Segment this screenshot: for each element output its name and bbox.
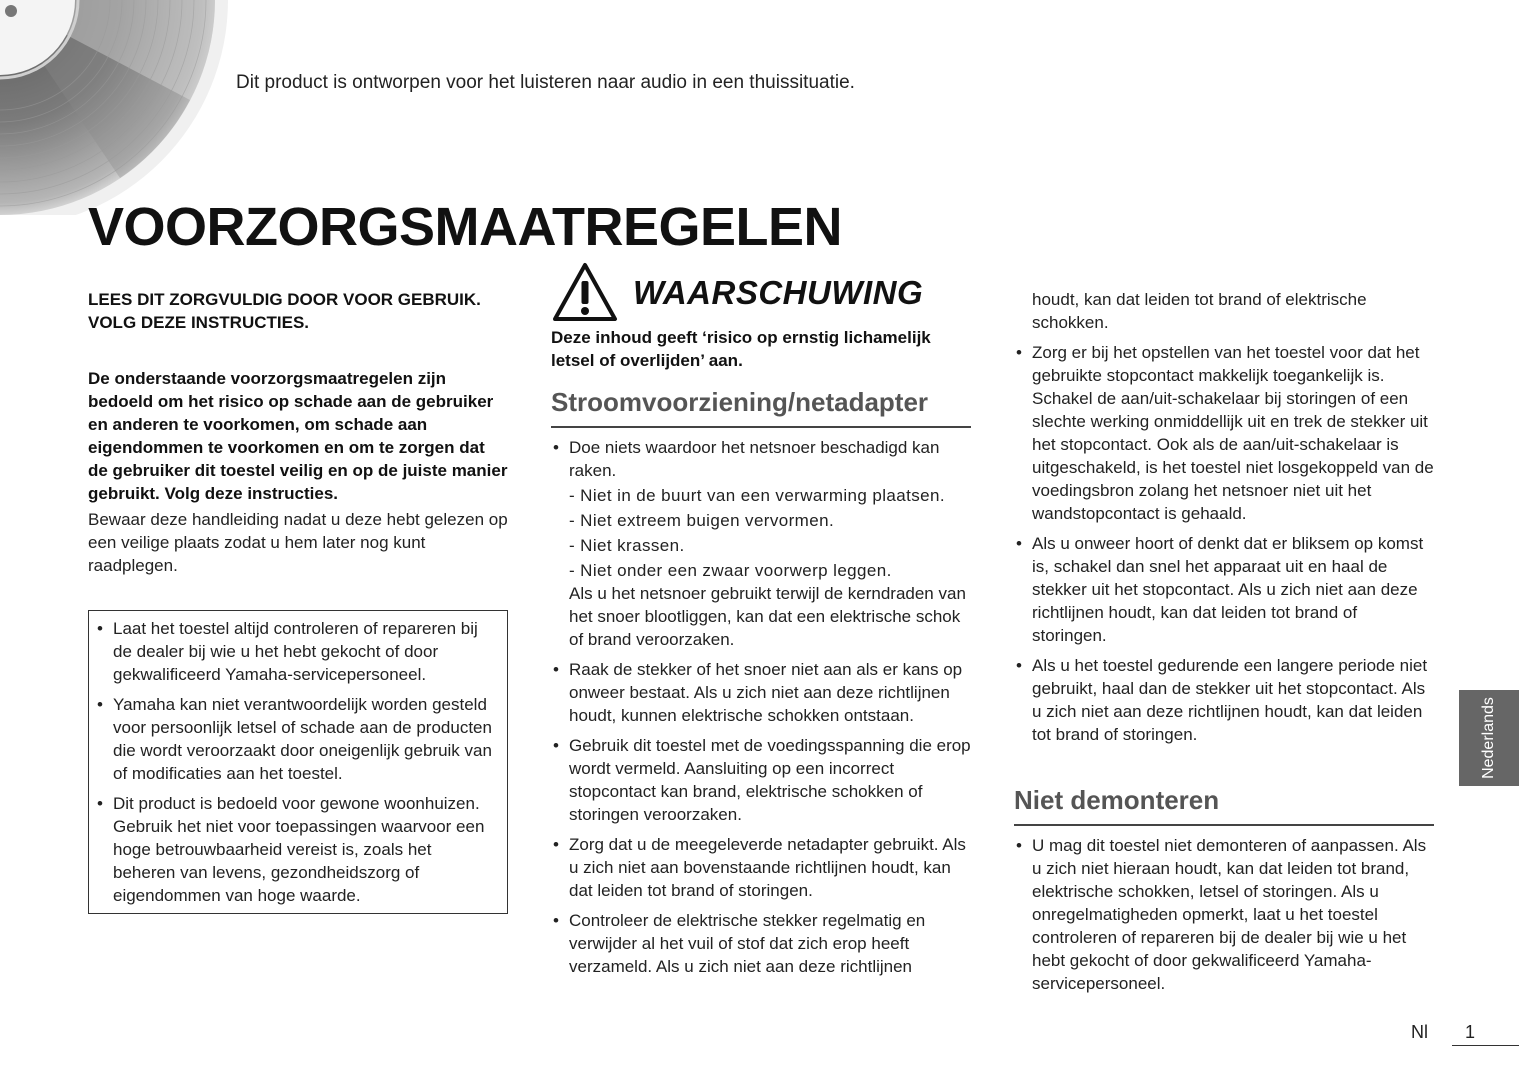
- list-item: • Controleer de elektrische stekker regelmatig en verwijder al het vuil of stof dat zich erop heeft verzameld. Als u zich niet aan deze richtlijnen: [551, 909, 971, 978]
- page-number: 1: [1465, 1022, 1476, 1042]
- list-item: • Zorg er bij het opstellen van het toestel voor dat het gebruikte stopcontact makkelijk toegankelijk is. Schakel de aan/uit-schakelaar bij storingen of een slechte werking onmiddellijk uit en trek de stekker uit het stopcontact. Ook als de aan/uit-schakelaar is uitgeschakeld, is het toestel niet losgekoppeld van de voedingsbron zolang het netsnoer niet uit het wandstopcontact is gehaald.: [1014, 341, 1434, 525]
- lead-instruction: LEES DIT ZORGVULDIG DOOR VOOR GEBRUIK. VOLG DEZE INSTRUCTIES.: [88, 290, 481, 332]
- column-middle: [551, 258, 971, 985]
- keep-manual-paragraph: Bewaar deze handleiding nadat u deze hebt gelezen op een veilige plaats zodat u hem later nog kunt raadplegen.: [88, 510, 508, 575]
- list-item: • Als u het toestel gedurende een langere periode niet gebruikt, haal dan de stekker uit het stopcontact. Als u zich niet aan deze richtlijnen houdt, kan dat leiden tot brand of storingen.: [1014, 654, 1434, 746]
- column-right: [1014, 288, 1434, 1002]
- section-title-disassembly: Niet demonteren: [1014, 784, 1434, 826]
- list-item: • Laat het toestel altijd controleren of repareren bij de dealer bij wie u het hebt gekocht of door gekwalificeerd Yamaha-servicepersoneel.: [95, 617, 497, 686]
- language-tab-label: Nederlands: [1480, 697, 1497, 779]
- sub-list: [569, 484, 971, 582]
- warning-header: [551, 258, 971, 326]
- power-list: [551, 436, 971, 978]
- intro-bold-paragraph: De onderstaande voorzorgsmaatregelen zijn bedoeld om het risico op schade aan de gebruiker en anderen te voorkomen, om schade aan eigendommen te voorkomen en om te zorgen dat de gebruiker dit toestel veilig en op de juiste manier gebruikt. Volg deze instructies.: [88, 369, 508, 503]
- sub-item: - Niet krassen.: [569, 536, 685, 555]
- footer-language-code: Nl: [1411, 1022, 1428, 1042]
- power-list-continued: [1014, 341, 1434, 746]
- notice-list: [95, 617, 497, 907]
- list-item: • Zorg dat u de meegeleverde netadapter gebruikt. Als u zich niet aan bovenstaande richtlijnen houdt, kan dat leiden tot brand of storingen.: [551, 833, 971, 902]
- sub-item: - Niet in de buurt van een verwarming plaatsen.: [569, 486, 945, 505]
- disc-graphic: [0, 0, 240, 215]
- warning-note: Deze inhoud geeft ‘risico op ernstig lichamelijk letsel of overlijden’ aan.: [551, 328, 931, 370]
- disassembly-list: [1014, 834, 1434, 995]
- list-item: • Gebruik dit toestel met de voedingsspanning die erop wordt vermeld. Aansluiting op een incorrect stopcontact kan brand, elektrische schokken of storingen veroorzaken.: [551, 734, 971, 826]
- column-left: [88, 288, 508, 914]
- sub-item: - Niet onder een zwaar voorwerp leggen.: [569, 561, 892, 580]
- section-title-power: Stroomvoorziening/netadapter: [551, 386, 971, 428]
- language-tab: [1459, 690, 1519, 786]
- footer-rule: [1452, 1045, 1519, 1046]
- list-item: • U mag dit toestel niet demonteren of aanpassen. Als u zich niet hieraan houdt, kan dat leiden tot brand, elektrische schokken, letsel of storingen. Als u onregelmatigheden opmerkt, laat u het toestel controleren of repareren bij de dealer bij wie u het hebt gekocht of door gekwalificeerd Yamaha-servicepersoneel.: [1014, 834, 1434, 995]
- notice-box: [88, 610, 508, 914]
- list-item: • Dit product is bedoeld voor gewone woonhuizen. Gebruik het niet voor toepassingen waarvoor een hoge betrouwbaarheid vereist is, zoals het beheren van levens, gezondheidszorg of eigendommen van hoge waarde.: [95, 792, 497, 907]
- intro-text: Dit product is ontworpen voor het luisteren naar audio in een thuissituatie.: [236, 72, 855, 93]
- list-item: • Als u onweer hoort of denkt dat er bliksem op komst is, schakel dan snel het apparaat uit en haal de stekker uit het stopcontact. Als u zich niet aan deze richtlijnen houdt, kan dat leiden tot brand of storingen.: [1014, 532, 1434, 647]
- sub-item: - Niet extreem buigen vervormen.: [569, 511, 835, 530]
- list-item: [551, 436, 971, 651]
- page-title: VOORZORGSMAATREGELEN: [88, 197, 843, 257]
- list-item-text: Doe niets waardoor het netsnoer beschadigd kan raken.: [569, 438, 940, 480]
- list-item: • Raak de stekker of het snoer niet aan als er kans op onweer bestaat. Als u zich niet aan deze richtlijnen houdt, kunnen elektrische schokken ontstaan.: [551, 658, 971, 727]
- list-item-after: Als u het netsnoer gebruikt terwijl de kerndraden van het snoer blootliggen, kan dat een elektrische schok of brand veroorzaken.: [569, 584, 966, 649]
- warning-title: WAARSCHUWING: [633, 273, 924, 311]
- warning-triangle-icon: [551, 261, 619, 323]
- continuation-text: houdt, kan dat leiden tot brand of elektrische schokken.: [1032, 290, 1367, 332]
- list-item: • Yamaha kan niet verantwoordelijk worden gesteld voor persoonlijk letsel of schade aan de producten die wordt veroorzaakt door oneigenlijk gebruik van of modificaties aan het toestel.: [95, 693, 497, 785]
